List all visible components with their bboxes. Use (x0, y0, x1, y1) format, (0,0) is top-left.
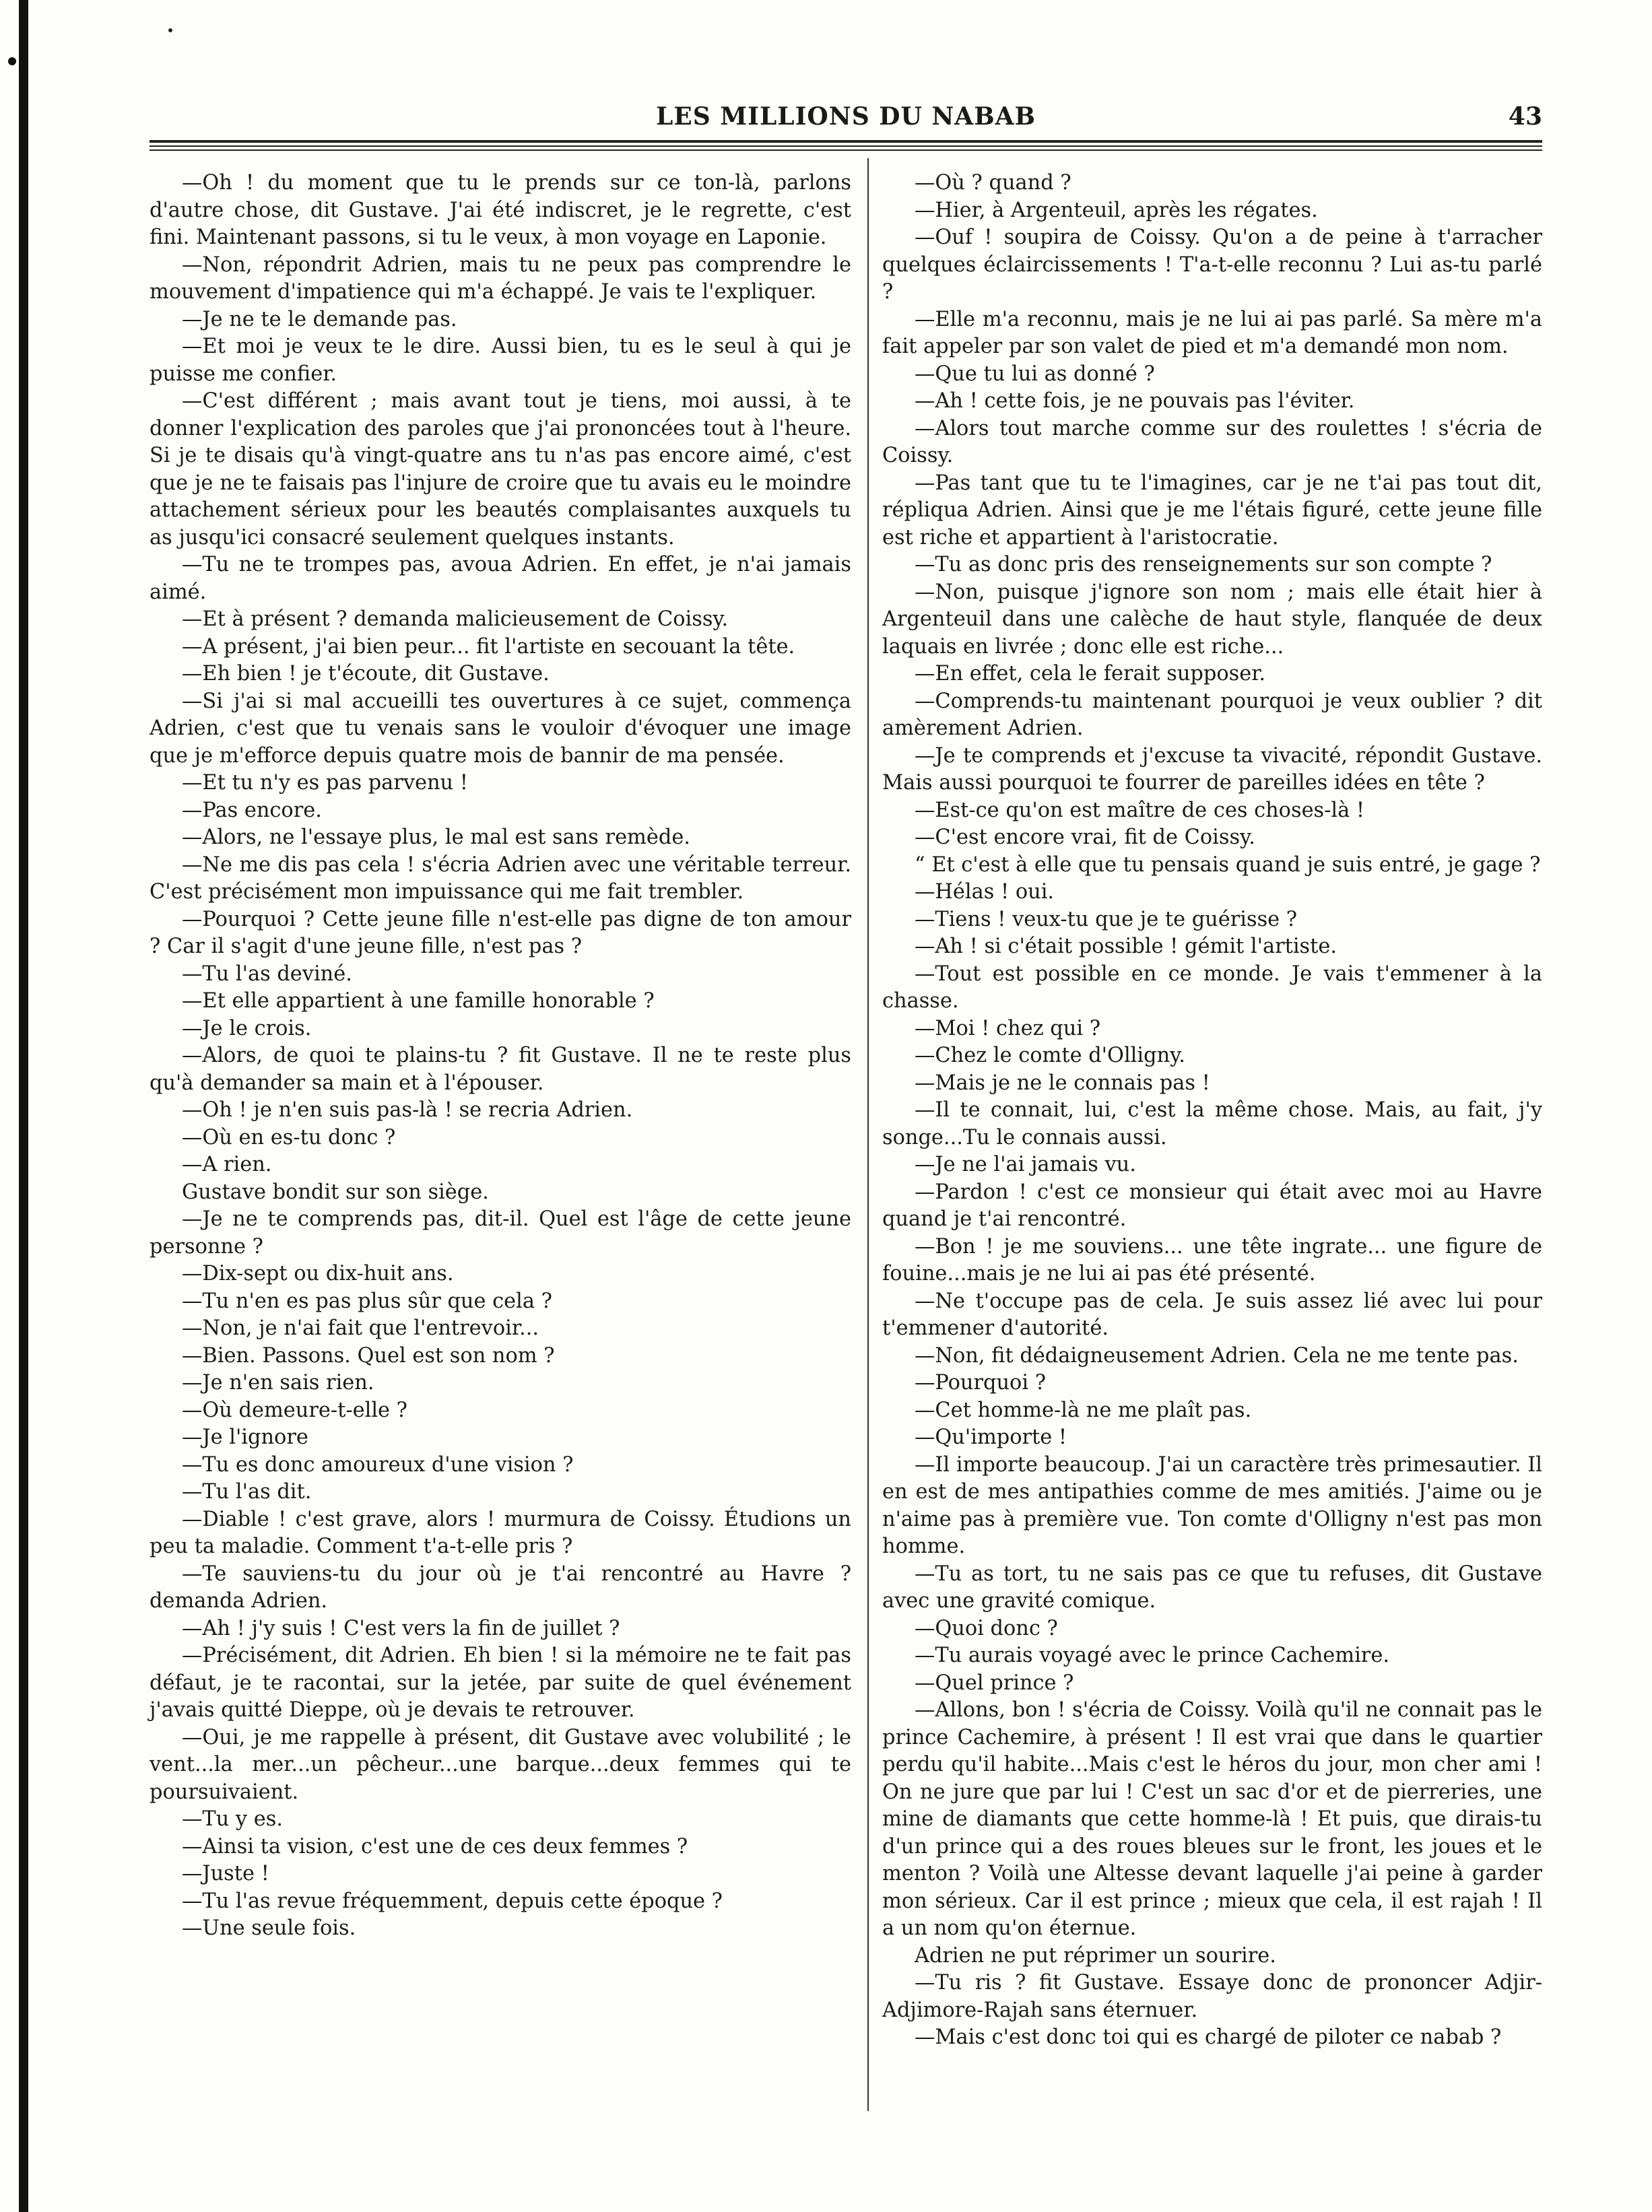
ink-speck (168, 28, 172, 32)
paragraph: —Non, fit dédaigneusement Adrien. Cela ne me tente pas. (915, 1343, 1519, 1368)
paragraph: —Ne t'occupe pas de cela. Je suis assez lié avec lui pour t'emmener d'autorité. (882, 1289, 1542, 1340)
paragraph: —Une seule fois. (182, 1916, 356, 1940)
paragraph: —Elle m'a reconnu, mais je ne lui ai pas parlé. Sa mère m'a fait appeler par son valet de pied et m'a demandé mon nom. (882, 307, 1542, 358)
paragraph: —Pardon ! c'est ce monsieur qui était avec moi au Havre quand je t'ai rencontré. (882, 1180, 1542, 1231)
paragraph: —Te sauviens-tu du jour où je t'ai rencontré au Havre ? demanda Adrien. (150, 1562, 851, 1613)
paragraph: —Et moi je veux te le dire. Aussi bien, tu es le seul à qui je puisse me confier. (150, 335, 851, 386)
paragraph: —Je ne l'ai jamais vu. (915, 1153, 1136, 1176)
paragraph: —En effet, cela le ferait supposer. (915, 662, 1266, 685)
paragraph: —Est-ce qu'on est maître de ces choses-là ! (915, 798, 1365, 822)
paragraph: —Juste ! (182, 1862, 269, 1885)
paragraph: —Précisément, dit Adrien. Eh bien ! si la mémoire ne te fait pas défaut, je te racontai, sur la jetée, par suite de quel événement j'avais quitté Dieppe, où je devais te retrouver. (150, 1644, 851, 1722)
paragraph: —Tu l'as dit. (182, 1480, 312, 1504)
paragraph: —Tu as donc pris des renseignements sur son compte ? (915, 553, 1492, 576)
paragraph: —Tu y es. (182, 1807, 283, 1831)
header-rule-thin (150, 145, 1542, 147)
paragraph: —A rien. (182, 1153, 272, 1176)
paragraph: —Cet homme-là ne me plaît pas. (915, 1398, 1252, 1422)
paragraph: —Tu ne te trompes pas, avoua Adrien. En effet, je n'ai jamais aimé. (150, 553, 851, 604)
paragraph: Gustave bondit sur son siège. (182, 1180, 489, 1204)
paragraph: Adrien ne put réprimer un sourire. (915, 1943, 1276, 1968)
paragraph: —Tu l'as deviné. (182, 962, 352, 986)
paragraph: —Comprends-tu maintenant pourquoi je veux oublier ? dit amèrement Adrien. (882, 689, 1542, 740)
paragraph: —Je ne te le demande pas. (182, 307, 457, 331)
paragraph: —Chez le comte d'Olligny. (915, 1044, 1185, 1067)
paragraph: —Je l'ignore (182, 1426, 308, 1449)
paragraph: “ Et c'est à elle que tu pensais quand je suis entré, je gage ? (915, 852, 1541, 877)
paragraph: —A présent, j'ai bien peur... fit l'artiste en secouant la tête. (182, 634, 795, 659)
paragraph: —Oh ! du moment que tu le prends sur ce ton-là, parlons d'autre chose, dit Gustave. J'ai été indiscret, je le regrette, c'est fini. Maintenant passons, si tu le veux, à mon voyage en Laponie. (150, 171, 851, 249)
paragraph: —Il importe beaucoup. J'ai un caractère très primesautier. Il en est de mes antipathies comme de mes amitiés. J'aime ou je n'aime pas à première vue. Ton comte d'Olligny n'est pas mon homme. (882, 1452, 1542, 1558)
paragraph: —Pas tant que tu te l'imagines, car je ne t'ai pas tout dit, répliqua Adrien. Ainsi que je me l'étais figuré, cette jeune fille est riche et appartient à l'aristocratie. (882, 471, 1542, 549)
ink-blot (8, 57, 16, 65)
paragraph: —Ne me dis pas cela ! s'écria Adrien avec une véritable terreur. C'est précisément mon impuissance qui me fait trembler. (150, 852, 851, 904)
column-divider (867, 158, 869, 2111)
paragraph: —Je ne te comprends pas, dit-il. Quel est l'âge de cette jeune personne ? (150, 1207, 851, 1259)
paragraph: —Ah ! si c'était possible ! gémit l'artiste. (915, 935, 1337, 958)
paragraph: —Où en es-tu donc ? (182, 1125, 396, 1149)
paragraph: —Non, répondrit Adrien, mais tu ne peux pas comprendre le mouvement d'impatience qui m'a échappé. Je vais te l'expliquer. (150, 253, 851, 304)
paragraph: —Alors, ne l'essaye plus, le mal est sans remède. (182, 826, 690, 849)
paragraph: —Et à présent ? demanda malicieusement de Coissy. (182, 607, 729, 631)
paragraph: —Tu ris ? fit Gustave. Essaye donc de prononcer Adjir-Adjimore-Rajah sans éternuer. (882, 1971, 1542, 2022)
paragraph: —Non, puisque j'ignore son nom ; mais elle était hier à Argenteuil dans une calèche de haut style, flanquée de deux laquais en livrée ; donc elle est riche... (882, 580, 1542, 659)
paragraph: —Je le crois. (182, 1016, 312, 1040)
paragraph: —Alors tout marche comme sur des roulettes ! s'écria de Coissy. (882, 416, 1542, 467)
page-binding-edge (19, 0, 28, 2212)
header-rule-thick (150, 140, 1542, 143)
paragraph: —Où demeure-t-elle ? (182, 1398, 407, 1422)
header-rule-thin (150, 149, 1542, 151)
paragraph: —Ah ! j'y suis ! C'est vers la fin de juillet ? (182, 1616, 620, 1640)
paragraph: —C'est différent ; mais avant tout je tiens, moi aussi, à te donner l'explication des paroles que j'ai prononcées tout à l'heure. Si je te disais qu'à vingt-quatre ans tu n'as pas encore aimé, c'est que je ne te faisais pas l'injure de croire que tu avais eu le moindre attachement sérieux pour les beautés complaisantes auxquels tu as jusqu'ici consacré seulement quelques instants. (150, 389, 851, 549)
paragraph: —Pourquoi ? (915, 1371, 1047, 1395)
paragraph: —Mais je ne le connais pas ! (915, 1071, 1210, 1095)
paragraph: —Je n'en sais rien. (182, 1371, 374, 1395)
paragraph: —Ainsi ta vision, c'est une de ces deux femmes ? (182, 1834, 688, 1858)
paragraph: —Qu'importe ! (915, 1426, 1067, 1449)
page-number: 43 (1508, 102, 1542, 131)
paragraph: —Moi ! chez qui ? (915, 1016, 1101, 1040)
paragraph: —Quel prince ? (915, 1671, 1074, 1695)
paragraph: —Il te connait, lui, c'est la même chose. Mais, au fait, j'y songe...Tu le connais aussi. (882, 1098, 1542, 1149)
paragraph: —Et elle appartient à une famille honorable ? (182, 989, 655, 1013)
paragraph: —Tu as tort, tu ne sais pas ce que tu refuses, dit Gustave avec une gravité comique. (882, 1562, 1542, 1613)
paragraph: —Mais c'est donc toi qui es chargé de piloter ce nabab ? (915, 2025, 1502, 2049)
paragraph: —C'est encore vrai, fit de Coissy. (915, 826, 1255, 849)
paragraph: —Tu n'en es pas plus sûr que cela ? (182, 1289, 552, 1313)
paragraph: —Oui, je me rappelle à présent, dit Gustave avec volubilité ; le vent...la mer...un pêcheur...une barque...deux femmes qui te poursuivaient. (150, 1725, 851, 1804)
running-title: LES MILLIONS DU NABAB (655, 102, 1036, 131)
right-column (882, 170, 1542, 2052)
paragraph: —Hélas ! oui. (915, 880, 1055, 904)
paragraph: —Bon ! je me souviens... une tête ingrate... une figure de fouine...mais je ne lui ai pas été présenté. (882, 1234, 1542, 1285)
paragraph: —Que tu lui as donné ? (915, 362, 1155, 386)
paragraph: —Non, je n'ai fait que l'entrevoir... (182, 1316, 539, 1340)
paragraph: —Allons, bon ! s'écria de Coissy. Voilà qu'il ne connait pas le prince Cachemire, à présent ! Il est vrai que dans le quartier perdu qu'il habite...Mais c'est le héros du jour, mon cher ami ! On ne jure que par lui ! C'est un sac d'or et de pierreries, une mine de diamants que cette homme-là ! Et puis, que dirais-tu d'un prince qui a des roues bleues sur le front, les joues et le menton ? Voilà une Altesse devant laquelle j'ai peine à garder mon sérieux. Car il est prince ; mieux que cela, il est rajah ! Il a un nom qu'on éternue. (882, 1698, 1542, 1940)
page-header (150, 102, 1542, 136)
paragraph: —Dix-sept ou dix-huit ans. (182, 1262, 454, 1285)
paragraph: —Tu es donc amoureux d'une vision ? (182, 1452, 574, 1477)
paragraph: —Diable ! c'est grave, alors ! murmura de Coissy. Étudions un peu ta maladie. Comment t'a-t-elle pris ? (150, 1507, 851, 1558)
paragraph: —Tu l'as revue fréquemment, depuis cette époque ? (182, 1889, 723, 1913)
paragraph: —Eh bien ! je t'écoute, dit Gustave. (182, 662, 550, 685)
paragraph: —Tiens ! veux-tu que je te guérisse ? (915, 907, 1298, 931)
paragraph: —Si j'ai si mal accueilli tes ouvertures à ce sujet, commença Adrien, c'est que tu venais sans le vouloir d'évoquer une image que je m'efforce depuis quatre mois de bannir de ma pensée. (150, 689, 851, 768)
paragraph: —Oh ! je n'en suis pas-là ! se recria Adrien. (182, 1098, 633, 1122)
paragraph: —Ah ! cette fois, je ne pouvais pas l'éviter. (915, 389, 1355, 413)
left-column (150, 170, 851, 1943)
paragraph: —Tout est possible en ce monde. Je vais t'emmener à la chasse. (882, 962, 1542, 1013)
paragraph: —Ouf ! soupira de Coissy. Qu'on a de peine à t'arracher quelques éclaircissements ! T'a-t-elle reconnu ? Lui as-tu parlé ? (882, 226, 1542, 304)
paragraph: —Où ? quand ? (915, 171, 1071, 195)
paragraph: —Alors, de quoi te plains-tu ? fit Gustave. Il ne te reste plus qu'à demander sa main et à l'épouser. (150, 1044, 851, 1095)
paragraph: —Tu aurais voyagé avec le prince Cachemire. (915, 1644, 1389, 1667)
paragraph: —Je te comprends et j'excuse ta vivacité, répondit Gustave. Mais aussi pourquoi te fourrer de pareilles idées en tête ? (882, 743, 1542, 795)
paragraph: —Pas encore. (182, 798, 322, 822)
paragraph: —Pourquoi ? Cette jeune fille n'est-elle pas digne de ton amour ? Car il s'agit d'une jeune fille, n'est pas ? (150, 907, 851, 958)
paragraph: —Quoi donc ? (915, 1616, 1058, 1640)
paragraph: —Bien. Passons. Quel est son nom ? (182, 1343, 555, 1368)
paragraph: —Et tu n'y es pas parvenu ! (182, 771, 468, 795)
paragraph: —Hier, à Argenteuil, après les régates. (915, 198, 1318, 222)
